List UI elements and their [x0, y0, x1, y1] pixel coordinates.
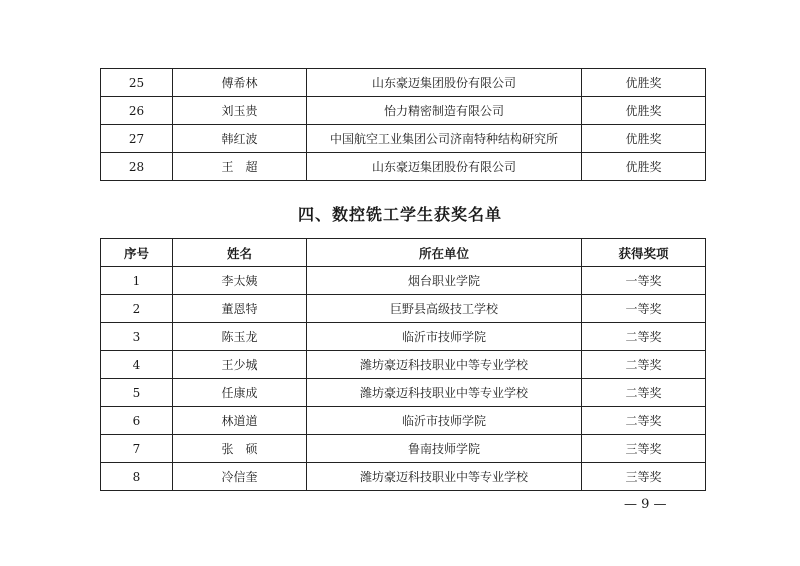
cell-name: 冷信奎 [173, 463, 307, 491]
cnc-milling-student-award-table-body [101, 267, 706, 491]
cell-serial-number: 26 [101, 97, 173, 125]
cell-name: 王少城 [173, 351, 307, 379]
cell-unit: 临沂市技师学院 [307, 323, 582, 351]
cell-unit: 鲁南技师学院 [307, 435, 582, 463]
cell-unit: 临沂市技师学院 [307, 407, 582, 435]
cell-award: 优胜奖 [582, 125, 706, 153]
cell-award: 三等奖 [582, 463, 706, 491]
cell-name: 刘玉贵 [173, 97, 307, 125]
cell-unit: 烟台职业学院 [307, 267, 582, 295]
cell-unit: 山东豪迈集团股份有限公司 [307, 153, 582, 181]
table-row [101, 379, 706, 407]
table-header-row [101, 239, 706, 267]
table-row [101, 463, 706, 491]
cell-unit: 山东豪迈集团股份有限公司 [307, 69, 582, 97]
cell-name: 王 超 [173, 153, 307, 181]
cell-unit: 潍坊豪迈科技职业中等专业学校 [307, 379, 582, 407]
table-row [101, 295, 706, 323]
table-row [101, 153, 706, 181]
cell-award: 一等奖 [582, 267, 706, 295]
cell-unit: 怡力精密制造有限公司 [307, 97, 582, 125]
award-table-continued [100, 68, 706, 181]
cell-serial-number: 7 [101, 435, 173, 463]
cell-serial-number: 3 [101, 323, 173, 351]
cell-serial-number: 6 [101, 407, 173, 435]
header-award: 获得奖项 [582, 239, 706, 267]
table-row [101, 351, 706, 379]
cell-award: 三等奖 [582, 435, 706, 463]
header-name: 姓名 [173, 239, 307, 267]
table-row [101, 125, 706, 153]
cell-name: 林道道 [173, 407, 307, 435]
cell-award: 二等奖 [582, 351, 706, 379]
table-row [101, 407, 706, 435]
table-row [101, 97, 706, 125]
cell-serial-number: 27 [101, 125, 173, 153]
cell-name: 韩红波 [173, 125, 307, 153]
table-row [101, 69, 706, 97]
cell-serial-number: 8 [101, 463, 173, 491]
cell-unit: 潍坊豪迈科技职业中等专业学校 [307, 351, 582, 379]
section-title: 四、数控铣工学生获奖名单 [297, 205, 502, 224]
cell-serial-number: 5 [101, 379, 173, 407]
cnc-milling-student-award-table [100, 238, 706, 491]
cell-award: 二等奖 [582, 323, 706, 351]
cell-name: 傅希林 [173, 69, 307, 97]
page-number: — 9 — [624, 497, 667, 512]
cell-award: 一等奖 [582, 295, 706, 323]
cell-serial-number: 28 [101, 153, 173, 181]
cell-name: 董恩特 [173, 295, 307, 323]
cell-unit: 中国航空工业集团公司济南特种结构研究所 [307, 125, 582, 153]
cell-name: 李太姨 [173, 267, 307, 295]
award-table-continued-body [101, 69, 706, 181]
cell-award: 二等奖 [582, 379, 706, 407]
table-row [101, 267, 706, 295]
cell-award: 优胜奖 [582, 153, 706, 181]
cell-serial-number: 1 [101, 267, 173, 295]
header-unit: 所在单位 [307, 239, 582, 267]
table-row [101, 435, 706, 463]
header-serial-number: 序号 [101, 239, 173, 267]
cell-award: 优胜奖 [582, 97, 706, 125]
cell-unit: 潍坊豪迈科技职业中等专业学校 [307, 463, 582, 491]
cell-award: 优胜奖 [582, 69, 706, 97]
cell-name: 陈玉龙 [173, 323, 307, 351]
cell-name: 任康成 [173, 379, 307, 407]
cell-award: 二等奖 [582, 407, 706, 435]
table-row [101, 323, 706, 351]
cell-name: 张 硕 [173, 435, 307, 463]
cell-serial-number: 25 [101, 69, 173, 97]
cell-serial-number: 2 [101, 295, 173, 323]
cell-unit: 巨野县高级技工学校 [307, 295, 582, 323]
cell-serial-number: 4 [101, 351, 173, 379]
